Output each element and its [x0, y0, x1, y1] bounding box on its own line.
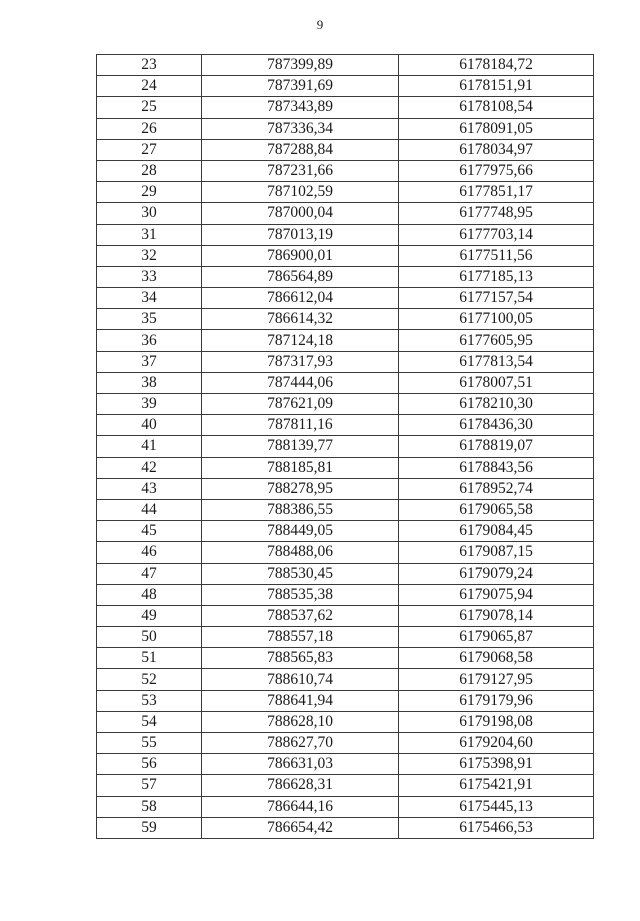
point-number-cell: 46 [97, 542, 202, 563]
y-coordinate-cell: 6178184,72 [399, 55, 594, 76]
point-number-cell: 57 [97, 775, 202, 796]
table-row [97, 415, 594, 436]
x-coordinate-cell: 786612,04 [202, 288, 399, 309]
y-coordinate-cell: 6178210,30 [399, 394, 594, 415]
table-row [97, 266, 594, 287]
table-row [97, 478, 594, 499]
point-number-cell: 43 [97, 478, 202, 499]
x-coordinate-cell: 788386,55 [202, 499, 399, 520]
point-number-cell: 51 [97, 648, 202, 669]
x-coordinate-cell: 788278,95 [202, 478, 399, 499]
table-row [97, 733, 594, 754]
y-coordinate-cell: 6178819,07 [399, 436, 594, 457]
x-coordinate-cell: 788537,62 [202, 605, 399, 626]
y-coordinate-cell: 6178952,74 [399, 478, 594, 499]
x-coordinate-cell: 788449,05 [202, 521, 399, 542]
table-row [97, 563, 594, 584]
page-number: 9 [316, 17, 324, 32]
point-number-cell: 31 [97, 224, 202, 245]
x-coordinate-cell: 788627,70 [202, 733, 399, 754]
table-row [97, 669, 594, 690]
point-number-cell: 40 [97, 415, 202, 436]
y-coordinate-cell: 6175445,13 [399, 796, 594, 817]
y-coordinate-cell: 6175398,91 [399, 754, 594, 775]
point-number-cell: 39 [97, 394, 202, 415]
point-number-cell: 36 [97, 330, 202, 351]
point-number-cell: 26 [97, 118, 202, 139]
x-coordinate-cell: 787124,18 [202, 330, 399, 351]
y-coordinate-cell: 6178151,91 [399, 76, 594, 97]
x-coordinate-cell: 787000,04 [202, 203, 399, 224]
y-coordinate-cell: 6177605,95 [399, 330, 594, 351]
x-coordinate-cell: 788139,77 [202, 436, 399, 457]
x-coordinate-cell: 788628,10 [202, 711, 399, 732]
table-row [97, 817, 594, 838]
y-coordinate-cell: 6179179,96 [399, 690, 594, 711]
point-number-cell: 58 [97, 796, 202, 817]
point-number-cell: 38 [97, 372, 202, 393]
table-row [97, 55, 594, 76]
y-coordinate-cell: 6177851,17 [399, 182, 594, 203]
x-coordinate-cell: 787336,34 [202, 118, 399, 139]
point-number-cell: 50 [97, 627, 202, 648]
coordinates-table [96, 54, 594, 839]
table-row [97, 436, 594, 457]
coordinates-table-body [97, 55, 594, 839]
table-row [97, 394, 594, 415]
point-number-cell: 23 [97, 55, 202, 76]
x-coordinate-cell: 787343,89 [202, 97, 399, 118]
y-coordinate-cell: 6179078,14 [399, 605, 594, 626]
y-coordinate-cell: 6177813,54 [399, 351, 594, 372]
table-row [97, 76, 594, 97]
table-row [97, 351, 594, 372]
y-coordinate-cell: 6179075,94 [399, 584, 594, 605]
table-row [97, 245, 594, 266]
table-row [97, 690, 594, 711]
table-row [97, 584, 594, 605]
point-number-cell: 47 [97, 563, 202, 584]
x-coordinate-cell: 787231,66 [202, 160, 399, 181]
y-coordinate-cell: 6177100,05 [399, 309, 594, 330]
table-row [97, 139, 594, 160]
point-number-cell: 42 [97, 457, 202, 478]
point-number-cell: 29 [97, 182, 202, 203]
x-coordinate-cell: 788185,81 [202, 457, 399, 478]
table-row [97, 542, 594, 563]
y-coordinate-cell: 6179198,08 [399, 711, 594, 732]
table-row [97, 372, 594, 393]
x-coordinate-cell: 787444,06 [202, 372, 399, 393]
table-row [97, 118, 594, 139]
y-coordinate-cell: 6178007,51 [399, 372, 594, 393]
x-coordinate-cell: 786628,31 [202, 775, 399, 796]
y-coordinate-cell: 6178091,05 [399, 118, 594, 139]
y-coordinate-cell: 6179068,58 [399, 648, 594, 669]
y-coordinate-cell: 6179087,15 [399, 542, 594, 563]
y-coordinate-cell: 6178108,54 [399, 97, 594, 118]
x-coordinate-cell: 786614,32 [202, 309, 399, 330]
y-coordinate-cell: 6177157,54 [399, 288, 594, 309]
y-coordinate-cell: 6179204,60 [399, 733, 594, 754]
table-row [97, 605, 594, 626]
point-number-cell: 44 [97, 499, 202, 520]
table-row [97, 330, 594, 351]
point-number-cell: 41 [97, 436, 202, 457]
point-number-cell: 53 [97, 690, 202, 711]
point-number-cell: 30 [97, 203, 202, 224]
x-coordinate-cell: 786631,03 [202, 754, 399, 775]
table-row [97, 224, 594, 245]
x-coordinate-cell: 788530,45 [202, 563, 399, 584]
x-coordinate-cell: 787317,93 [202, 351, 399, 372]
x-coordinate-cell: 788488,06 [202, 542, 399, 563]
y-coordinate-cell: 6175421,91 [399, 775, 594, 796]
x-coordinate-cell: 788535,38 [202, 584, 399, 605]
table-row [97, 775, 594, 796]
point-number-cell: 59 [97, 817, 202, 838]
y-coordinate-cell: 6177511,56 [399, 245, 594, 266]
point-number-cell: 24 [97, 76, 202, 97]
point-number-cell: 48 [97, 584, 202, 605]
table-row [97, 796, 594, 817]
x-coordinate-cell: 787288,84 [202, 139, 399, 160]
table-row [97, 521, 594, 542]
x-coordinate-cell: 788641,94 [202, 690, 399, 711]
y-coordinate-cell: 6178034,97 [399, 139, 594, 160]
table-row [97, 203, 594, 224]
point-number-cell: 52 [97, 669, 202, 690]
x-coordinate-cell: 787391,69 [202, 76, 399, 97]
x-coordinate-cell: 787013,19 [202, 224, 399, 245]
y-coordinate-cell: 6177703,14 [399, 224, 594, 245]
x-coordinate-cell: 788565,83 [202, 648, 399, 669]
table-row [97, 499, 594, 520]
x-coordinate-cell: 786654,42 [202, 817, 399, 838]
point-number-cell: 33 [97, 266, 202, 287]
x-coordinate-cell: 787811,16 [202, 415, 399, 436]
point-number-cell: 28 [97, 160, 202, 181]
y-coordinate-cell: 6177185,13 [399, 266, 594, 287]
table-row [97, 754, 594, 775]
table-row [97, 309, 594, 330]
y-coordinate-cell: 6179065,87 [399, 627, 594, 648]
point-number-cell: 56 [97, 754, 202, 775]
point-number-cell: 25 [97, 97, 202, 118]
point-number-cell: 35 [97, 309, 202, 330]
table-row [97, 182, 594, 203]
x-coordinate-cell: 786644,16 [202, 796, 399, 817]
y-coordinate-cell: 6177975,66 [399, 160, 594, 181]
point-number-cell: 55 [97, 733, 202, 754]
x-coordinate-cell: 787399,89 [202, 55, 399, 76]
table-row [97, 160, 594, 181]
table-row [97, 457, 594, 478]
table-row [97, 627, 594, 648]
x-coordinate-cell: 787102,59 [202, 182, 399, 203]
x-coordinate-cell: 788610,74 [202, 669, 399, 690]
y-coordinate-cell: 6178843,56 [399, 457, 594, 478]
y-coordinate-cell: 6177748,95 [399, 203, 594, 224]
y-coordinate-cell: 6179079,24 [399, 563, 594, 584]
point-number-cell: 37 [97, 351, 202, 372]
point-number-cell: 34 [97, 288, 202, 309]
table-row [97, 711, 594, 732]
table-row [97, 648, 594, 669]
point-number-cell: 27 [97, 139, 202, 160]
y-coordinate-cell: 6179065,58 [399, 499, 594, 520]
point-number-cell: 54 [97, 711, 202, 732]
y-coordinate-cell: 6179084,45 [399, 521, 594, 542]
table-row [97, 288, 594, 309]
x-coordinate-cell: 786564,89 [202, 266, 399, 287]
y-coordinate-cell: 6179127,95 [399, 669, 594, 690]
y-coordinate-cell: 6175466,53 [399, 817, 594, 838]
x-coordinate-cell: 786900,01 [202, 245, 399, 266]
x-coordinate-cell: 787621,09 [202, 394, 399, 415]
point-number-cell: 45 [97, 521, 202, 542]
table-row [97, 97, 594, 118]
y-coordinate-cell: 6178436,30 [399, 415, 594, 436]
x-coordinate-cell: 788557,18 [202, 627, 399, 648]
point-number-cell: 32 [97, 245, 202, 266]
point-number-cell: 49 [97, 605, 202, 626]
